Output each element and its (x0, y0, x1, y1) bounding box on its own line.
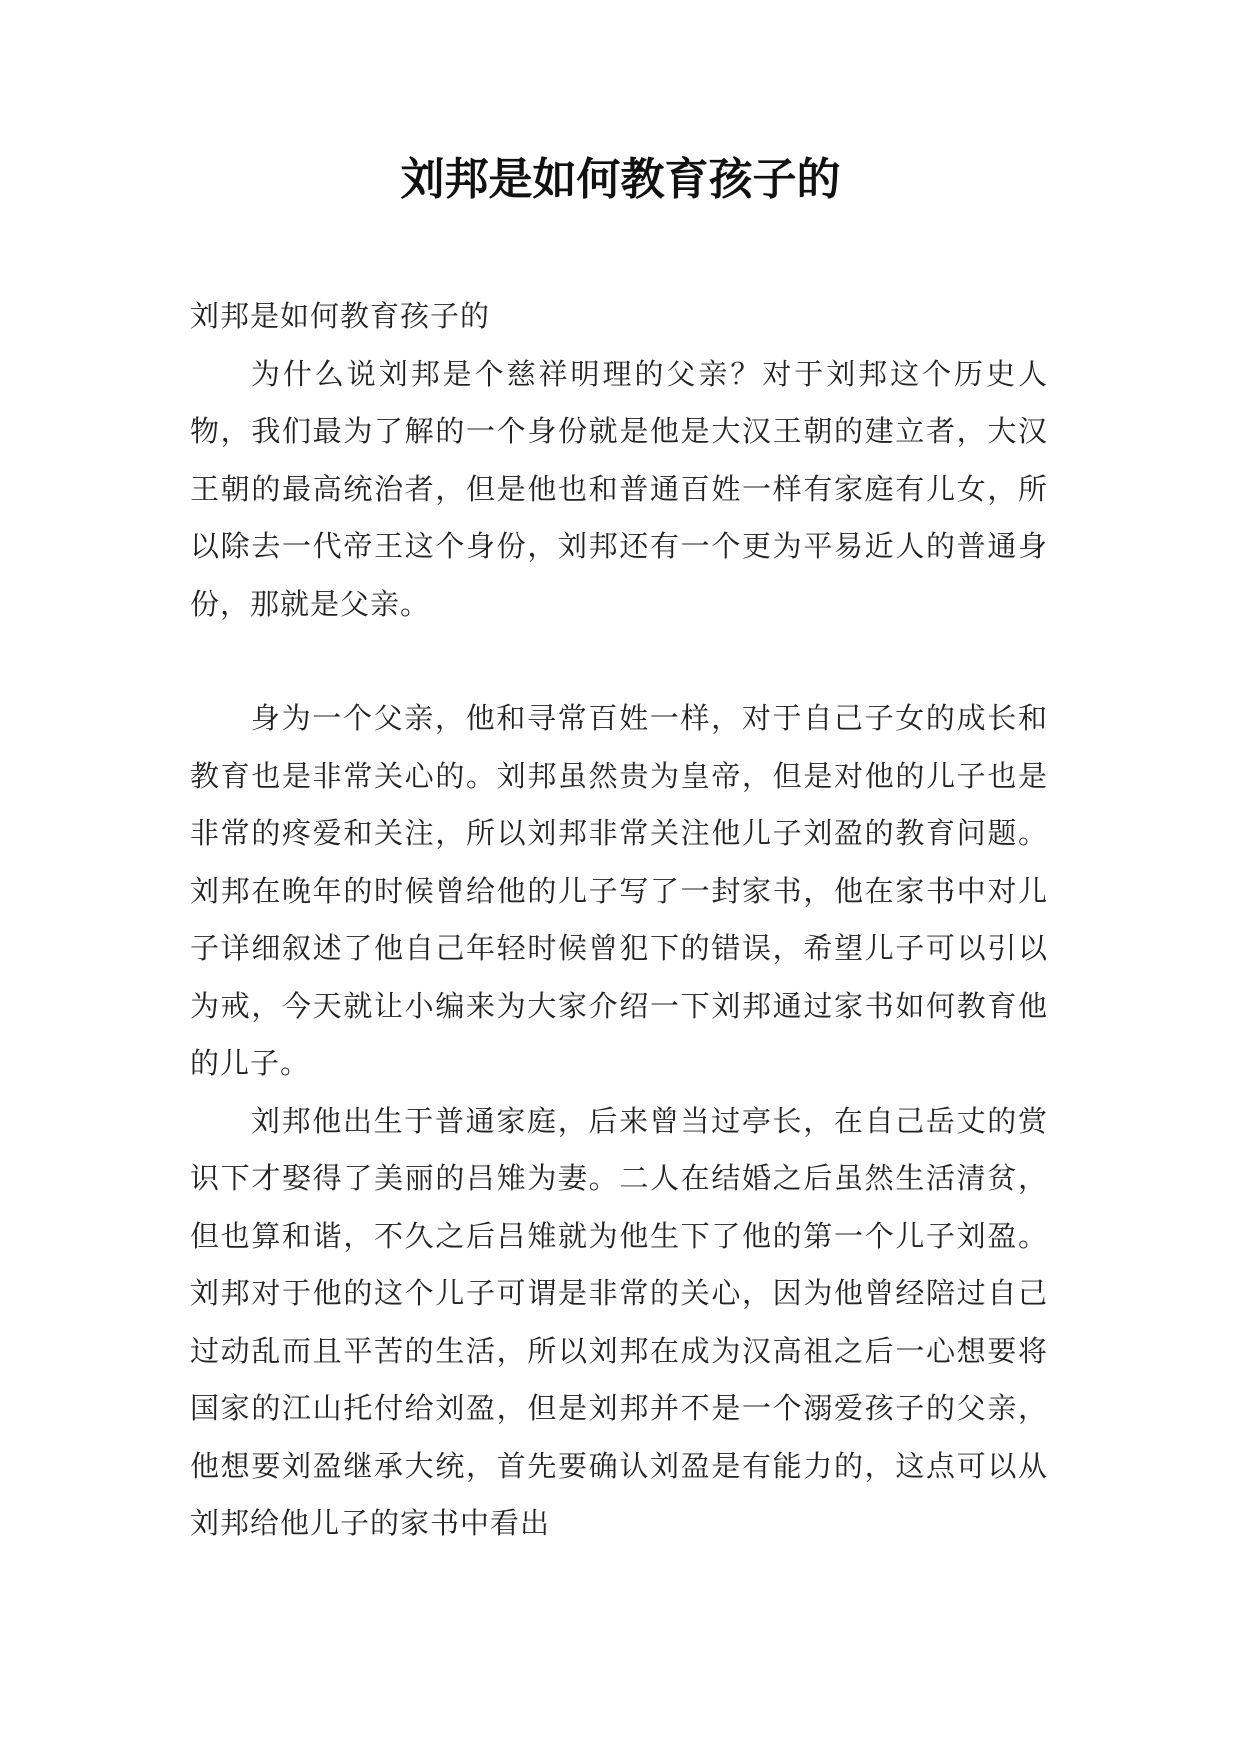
paragraph-3: 刘邦他出生于普通家庭，后来曾当过亭长，在自己岳丈的赏识下才娶得了美丽的吕雉为妻。二人在结婚之后虽然生活清贫，但也算和谐，不久之后吕雉就为他生下了他的第一个儿子刘盈。刘邦对于他的这个儿子可谓是非常的关心，因为他曾经陪过自己过动乱而且平苦的生活，所以刘邦在成为汉高祖之后一心想要将国家的江山托付给刘盈，但是刘邦并不是一个溺爱孩子的父亲，他想要刘盈继承大统，首先要确认刘盈是有能力的，这点可以从刘邦给他儿子的家书中看出 (190, 1103, 1048, 1540)
document-body (190, 288, 1048, 1553)
paragraph-2: 身为一个父亲，他和寻常百姓一样，对于自己子女的成长和教育也是非常关心的。刘邦虽然贵为皇帝，但是对他的儿子也是非常的疼爱和关注，所以刘邦非常关注他儿子刘盈的教育问题。刘邦在晚年的时候曾给他的儿子写了一封家书，他在家书中对儿子详细叙述了他自己年轻时候曾犯下的错误，希望儿子可以引以为戒，今天就让小编来为大家介绍一下刘邦通过家书如何教育他的儿子。 (190, 701, 1048, 1080)
document-subtitle: 刘邦是如何教育孩子的 (190, 299, 491, 333)
document-title: 刘邦是如何教育孩子的 (400, 154, 841, 205)
paragraph-1: 为什么说刘邦是个慈祥明理的父亲？对于刘邦这个历史人物，我们最为了解的一个身份就是他是大汉王朝的建立者，大汉王朝的最高统治者，但是他也和普通百姓一样有家庭有儿女，所以除去一代帝王这个身份，刘邦还有一个更为平易近人的普通身份，那就是父亲。 (190, 356, 1048, 621)
paragraph-gap (190, 633, 1048, 690)
